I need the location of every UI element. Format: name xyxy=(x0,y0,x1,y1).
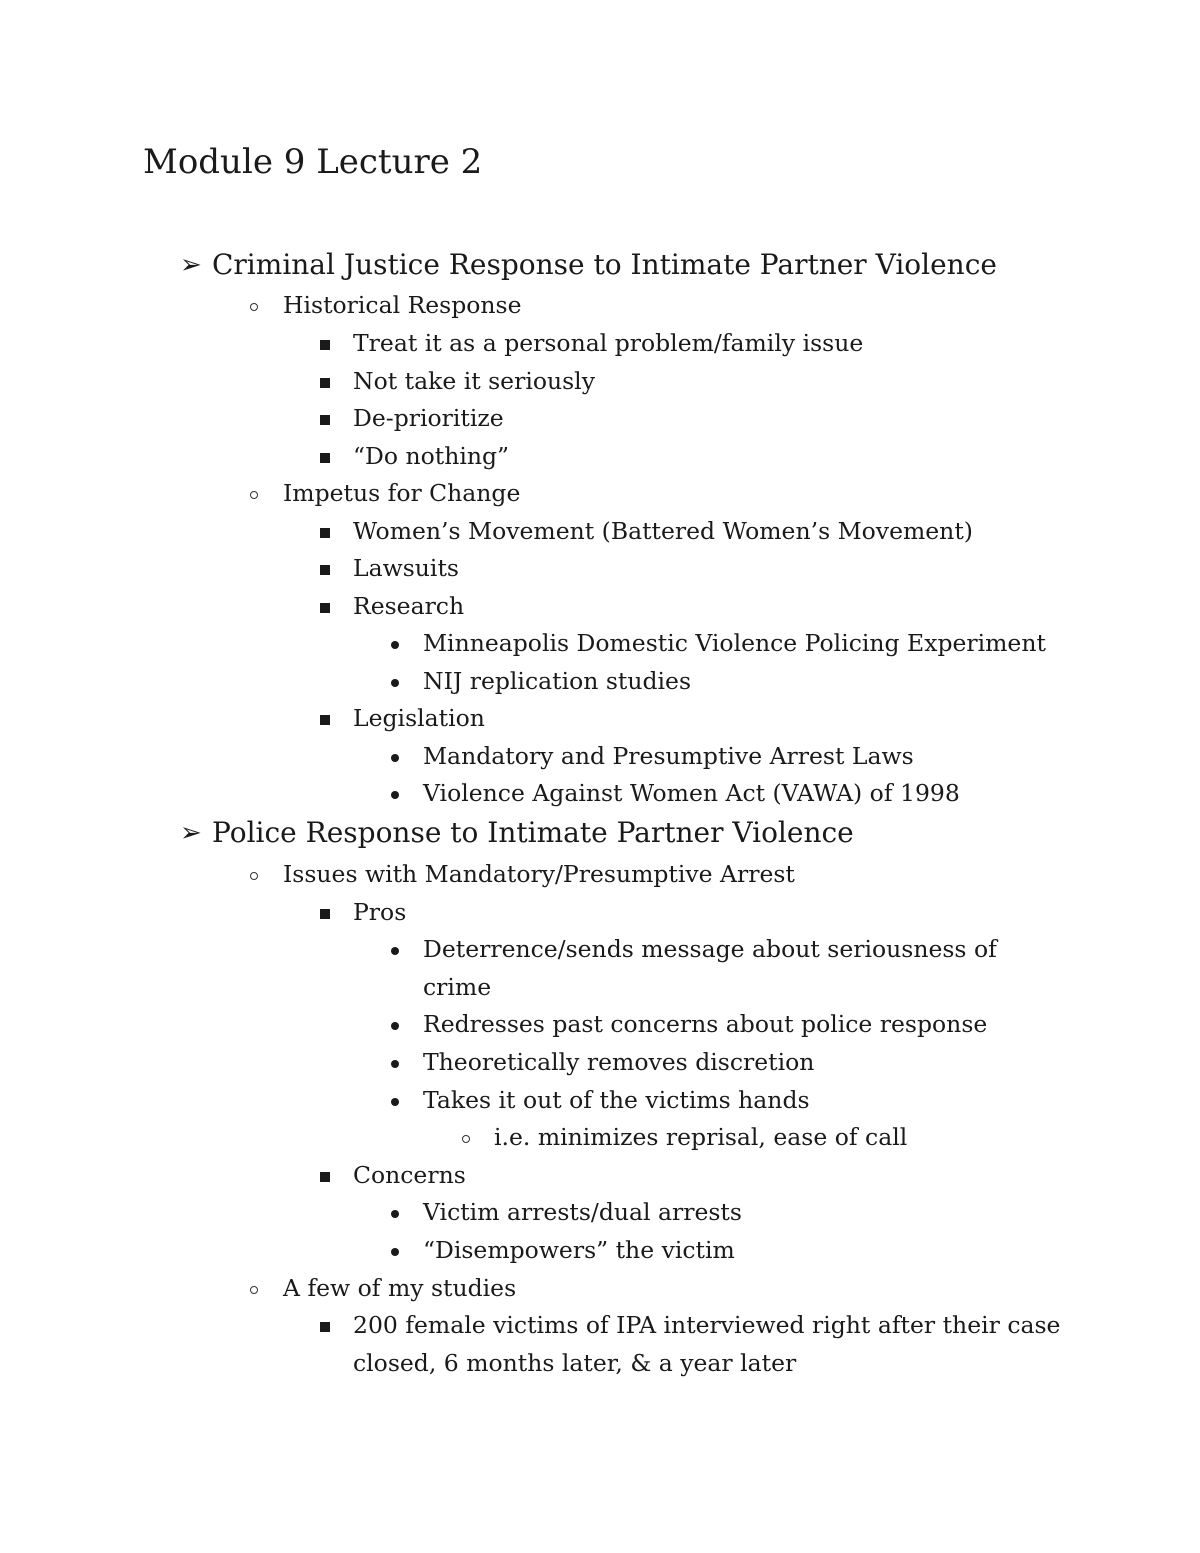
outline-item-level-2 xyxy=(0,441,1200,471)
outline-item-level-3 xyxy=(0,741,1200,771)
outline-item-level-1 xyxy=(0,859,1200,889)
hollow-circle-bullet-icon xyxy=(250,491,258,499)
outline-item-text: Violence Against Women Act (VAWA) of 1998 xyxy=(423,779,960,807)
square-bullet-icon xyxy=(320,340,330,350)
square-bullet-icon xyxy=(320,715,330,725)
square-bullet-icon xyxy=(320,909,330,919)
outline-item-level-3 xyxy=(0,1047,1200,1077)
dot-bullet-icon xyxy=(391,947,399,955)
dot-bullet-icon xyxy=(391,1022,399,1030)
outline-item-level-0 xyxy=(0,247,1200,283)
outline-item-text: Takes it out of the victims hands xyxy=(423,1086,810,1114)
outline-item-text: “Do nothing” xyxy=(353,442,510,470)
outline-item-text: Victim arrests/dual arrests xyxy=(423,1198,742,1226)
outline-item-level-2 xyxy=(0,328,1200,358)
outline-item-level-2 xyxy=(0,366,1200,396)
outline-item-level-2 xyxy=(0,1348,1200,1378)
outline-item-text: Lawsuits xyxy=(353,554,459,582)
square-bullet-icon xyxy=(320,1172,330,1182)
outline-item-text: Theoretically removes discretion xyxy=(423,1048,815,1076)
hollow-circle-bullet-icon xyxy=(250,303,258,311)
hollow-circle-bullet-icon xyxy=(462,1135,470,1143)
outline-item-text: Mandatory and Presumptive Arrest Laws xyxy=(423,742,914,770)
page-title: Module 9 Lecture 2 xyxy=(143,142,483,182)
dot-bullet-icon xyxy=(391,1210,399,1218)
outline-item-level-0 xyxy=(0,815,1200,851)
outline-item-text: NIJ replication studies xyxy=(423,667,692,695)
outline-item-text: closed, 6 months later, & a year later xyxy=(353,1349,797,1377)
outline-item-level-3 xyxy=(0,628,1200,658)
dot-bullet-icon xyxy=(391,1098,399,1106)
dot-bullet-icon xyxy=(391,679,399,687)
square-bullet-icon xyxy=(320,378,330,388)
square-bullet-icon xyxy=(320,565,330,575)
outline-item-level-2 xyxy=(0,553,1200,583)
outline-item-text: 200 female victims of IPA interviewed right after their case xyxy=(353,1311,1061,1339)
arrow-bullet-icon: ➢ xyxy=(180,818,202,848)
square-bullet-icon xyxy=(320,453,330,463)
outline-item-level-3 xyxy=(0,972,1200,1002)
arrow-bullet-icon: ➢ xyxy=(180,250,202,280)
outline-item-level-3 xyxy=(0,934,1200,964)
dot-bullet-icon xyxy=(391,1248,399,1256)
hollow-circle-bullet-icon xyxy=(250,872,258,880)
outline-item-text: Police Response to Intimate Partner Violence xyxy=(212,816,854,849)
dot-bullet-icon xyxy=(391,641,399,649)
square-bullet-icon xyxy=(320,603,330,613)
outline-item-level-1 xyxy=(0,478,1200,508)
outline-item-level-2 xyxy=(0,897,1200,927)
outline-item-text: Research xyxy=(353,592,465,620)
square-bullet-icon xyxy=(320,415,330,425)
outline-item-level-3 xyxy=(0,666,1200,696)
outline-item-text: Legislation xyxy=(353,704,485,732)
outline-item-text: A few of my studies xyxy=(283,1274,517,1302)
outline-item-text: Criminal Justice Response to Intimate Partner Violence xyxy=(212,248,997,281)
outline-item-level-3 xyxy=(0,1197,1200,1227)
square-bullet-icon xyxy=(320,528,330,538)
dot-bullet-icon xyxy=(391,754,399,762)
outline-item-text: Not take it seriously xyxy=(353,367,595,395)
outline-item-text: “Disempowers” the victim xyxy=(423,1236,735,1264)
outline-item-text: Treat it as a personal problem/family issue xyxy=(353,329,864,357)
outline-item-level-1 xyxy=(0,290,1200,320)
outline-item-level-2 xyxy=(0,703,1200,733)
outline-item-text: Historical Response xyxy=(283,291,522,319)
outline-item-level-2 xyxy=(0,403,1200,433)
outline-item-text: Women’s Movement (Battered Women’s Movement) xyxy=(353,517,973,545)
outline-item-level-3 xyxy=(0,778,1200,808)
outline-item-text: crime xyxy=(423,973,492,1001)
outline-item-text: Minneapolis Domestic Violence Policing Experiment xyxy=(423,629,1046,657)
outline-item-level-2 xyxy=(0,1160,1200,1190)
outline-item-level-3 xyxy=(0,1085,1200,1115)
outline-item-level-2 xyxy=(0,1310,1200,1340)
outline-item-text: Pros xyxy=(353,898,407,926)
square-bullet-icon xyxy=(320,1322,330,1332)
outline-item-text: Deterrence/sends message about seriousness of xyxy=(423,935,997,963)
outline-item-text: Redresses past concerns about police response xyxy=(423,1010,988,1038)
outline-item-level-3 xyxy=(0,1009,1200,1039)
dot-bullet-icon xyxy=(391,791,399,799)
outline-item-text: Concerns xyxy=(353,1161,466,1189)
outline-item-level-4 xyxy=(0,1122,1200,1152)
outline-item-text: Issues with Mandatory/Presumptive Arrest xyxy=(283,860,795,888)
outline-item-level-2 xyxy=(0,516,1200,546)
outline-item-text: Impetus for Change xyxy=(283,479,521,507)
outline-item-level-2 xyxy=(0,591,1200,621)
hollow-circle-bullet-icon xyxy=(250,1286,258,1294)
outline-item-text: De-prioritize xyxy=(353,404,504,432)
outline-item-level-1 xyxy=(0,1273,1200,1303)
outline-item-text: i.e. minimizes reprisal, ease of call xyxy=(494,1123,908,1151)
outline-item-level-3 xyxy=(0,1235,1200,1265)
dot-bullet-icon xyxy=(391,1060,399,1068)
